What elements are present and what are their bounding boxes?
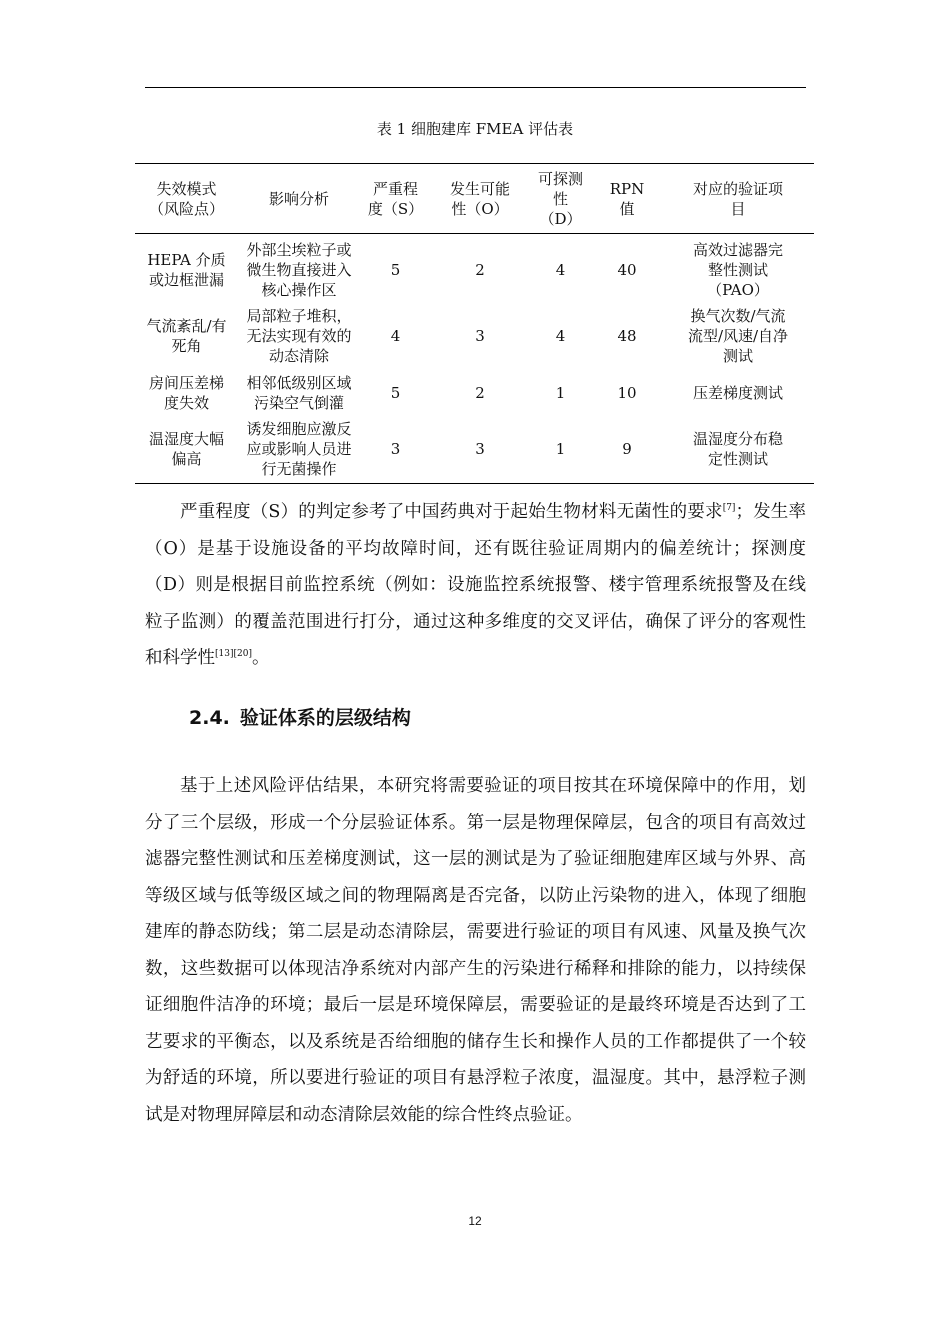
cell-severity: 5	[390, 383, 401, 402]
cell-failure-mode: 气流紊乱/有 死角	[146, 316, 227, 355]
cell-verification: 压差梯度测试	[692, 383, 783, 402]
cell-detection: 4	[555, 260, 566, 279]
section-number: 2.4.	[189, 707, 230, 729]
table-row	[135, 416, 814, 484]
table-row	[135, 234, 814, 302]
header-verification: 对应的验证项 目	[662, 164, 814, 234]
paragraph-scoring-criteria: 严重程度（S）的判定参考了中国药典对于起始生物材料无菌性的要求[7]；发生率（O）是基于设施设备的平均故障时间，还有既往验证周期内的偏差统计；探测度（D）则是根据目前监控系统（例如：设施监控系统报警、楼宇管理系统报警及在线粒子监测）的覆盖范围进行打分，通过这种多维度的交叉评估，确保了评分的客观性和科学性[13][20]。	[145, 502, 806, 668]
table-caption: 表 1 细胞建库 FMEA 评估表	[376, 120, 574, 138]
cell-failure-mode: 房间压差梯 度失效	[148, 373, 224, 412]
cell-detection: 4	[555, 326, 566, 345]
cell-occurrence: 3	[475, 326, 485, 345]
header-impact: 影响分析	[238, 164, 360, 234]
page-number: 12	[468, 1214, 482, 1228]
cell-rpn: 10	[617, 383, 637, 402]
cell-impact: 局部粒子堆积， 无法实现有效的 动态清除	[246, 306, 352, 365]
paragraph-hierarchy: 基于上述风险评估结果，本研究将需要验证的项目按其在环境保障中的作用，划分了三个层级，形成一个分层验证体系。第一层是物理保障层，包含的项目有高效过滤器完整性测试和压差梯度测试，这一层的测试是为了验证细胞建库区域与外界、高等级区域与低等级区域之间的物理隔离是否完备，以防止污染物的进入，体现了细胞建库的静态防线；第二层是动态清除层，需要进行验证的项目有风速、风量及换气次数，这些数据可以体现洁净系统对内部产生的污染进行稀释和排除的能力，以持续保证细胞件洁净的环境；最后一层是环境保障层，需要验证的是最终环境是否达到了工艺要求的平衡态，以及系统是否给细胞的储存生长和操作人员的工作都提供了一个较为舒适的环境，所以要进行验证的项目有悬浮粒子浓度，温湿度。其中，悬浮粒子测试是对物理屏障层和动态清除层效能的综合性终点验证。	[145, 776, 806, 1125]
fmea-table	[135, 163, 814, 484]
cell-severity: 5	[390, 260, 401, 279]
cell-impact: 诱发细胞应激反 应或影响人员进 行无菌操作	[238, 416, 360, 484]
table-header-row	[135, 164, 814, 234]
cell-rpn: 9	[592, 416, 662, 484]
header-occurrence: 发生可能 性（O）	[431, 164, 529, 234]
cell-rpn: 40	[617, 260, 637, 279]
cell-verification: 换气次数/气流 流型/风速/自净 测试	[687, 306, 789, 365]
cell-occurrence: 2	[475, 260, 485, 279]
cell-severity: 3	[360, 416, 431, 484]
cell-impact: 相邻低级别区域 污染空气倒灌	[246, 373, 352, 412]
cell-occurrence: 3	[431, 416, 529, 484]
cell-failure-mode: HEPA 介质 或边框泄漏	[147, 250, 226, 289]
header-detection: 可探测 性 （D）	[529, 164, 592, 234]
section-heading	[189, 703, 411, 730]
cell-verification: 温湿度分布稳 定性测试	[662, 416, 814, 484]
cell-severity: 4	[390, 326, 401, 345]
section-title: 验证体系的层级结构	[239, 707, 411, 729]
cell-failure-mode: 温湿度大幅 偏高	[135, 416, 238, 484]
table-row	[135, 302, 814, 370]
cell-rpn: 48	[617, 326, 637, 345]
cell-detection: 1	[529, 416, 592, 484]
cell-impact: 外部尘埃粒子或 微生物直接进入 核心操作区	[246, 240, 352, 299]
table-row	[135, 370, 814, 416]
cell-detection: 1	[555, 383, 566, 402]
citation-7: [7]	[722, 503, 736, 513]
cell-occurrence: 2	[475, 383, 485, 402]
header-failure-mode: 失效模式 （风险点）	[135, 164, 238, 234]
citation-13-20: [13][20]	[215, 649, 252, 659]
header-rpn: RPN 值	[592, 164, 662, 234]
header-rule	[145, 87, 806, 88]
header-severity: 严重程 度（S）	[360, 164, 431, 234]
cell-verification: 高效过滤器完 整性测试 （PAO）	[692, 240, 783, 299]
